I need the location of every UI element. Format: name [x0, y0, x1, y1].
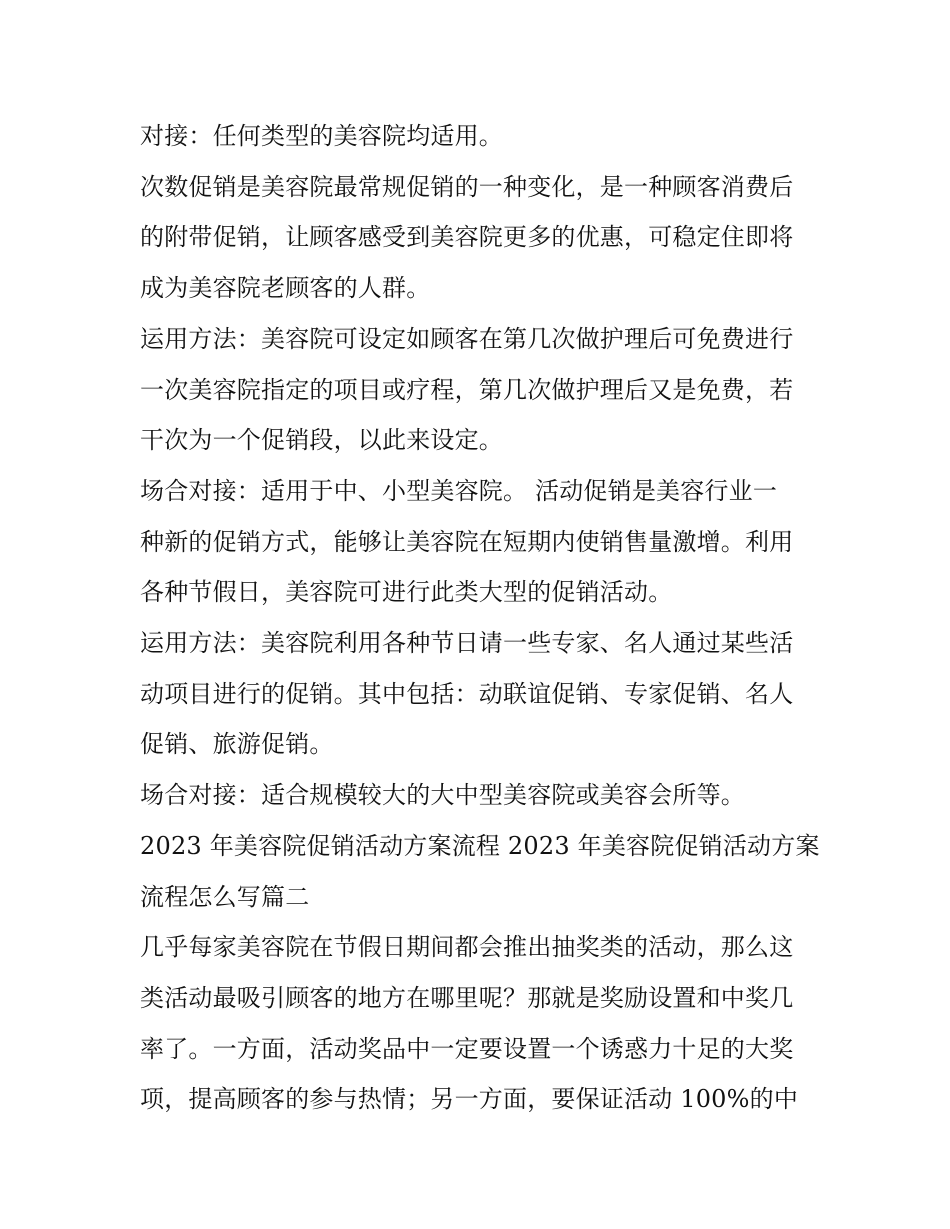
text-line: 流程怎么写篇二: [140, 882, 310, 911]
text-line: 成为美容院老顾客的人群。: [140, 274, 431, 303]
text-line: 类活动最吸引顾客的地方在哪里呢？那就是奖励设置和中奖几: [140, 983, 794, 1012]
text-line: 2023 年美容院促销活动方案流程 2023 年美容院促销活动方案: [140, 831, 820, 860]
text-line: 几乎每家美容院在节假日期间都会推出抽奖类的活动，那么这: [140, 933, 794, 962]
text-line: 动项目进行的促销。其中包括：动联谊促销、专家促销、名人: [140, 679, 794, 708]
text-line: 干次为一个促销段，以此来设定。: [140, 426, 503, 455]
text-line: 场合对接：适用于中、小型美容院。 活动促销是美容行业一: [140, 476, 778, 505]
text-line: 场合对接：适合规模较大的大中型美容院或美容会所等。: [140, 781, 745, 810]
text-line: 促销、旅游促销。: [140, 730, 334, 759]
text-line: 项，提高顾客的参与热情；另一方面，要保证活动 100%的中: [140, 1085, 799, 1114]
text-line: 率了。一方面，活动奖品中一定要设置一个诱惑力十足的大奖: [140, 1034, 794, 1063]
text-line: 对接：任何类型的美容院均适用。: [140, 122, 503, 150]
text-line: 次数促销是美容院最常规促销的一种变化，是一种顾客消费后: [140, 172, 794, 201]
text-line: 运用方法：美容院可设定如顾客在第几次做护理后可免费进行: [140, 324, 794, 353]
text-line: 一次美容院指定的项目或疗程，第几次做护理后又是免费，若: [140, 375, 794, 404]
document-body: [140, 111, 820, 1125]
text-line: 运用方法：美容院利用各种节日请一些专家、名人通过某些活: [140, 629, 794, 658]
text-line: 种新的促销方式，能够让美容院在短期内使销售量激增。利用: [140, 527, 794, 556]
text-line: 各种节假日，美容院可进行此类大型的促销活动。: [140, 578, 673, 607]
text-line: 的附带促销，让顾客感受到美容院更多的优惠，可稳定住即将: [140, 223, 794, 252]
